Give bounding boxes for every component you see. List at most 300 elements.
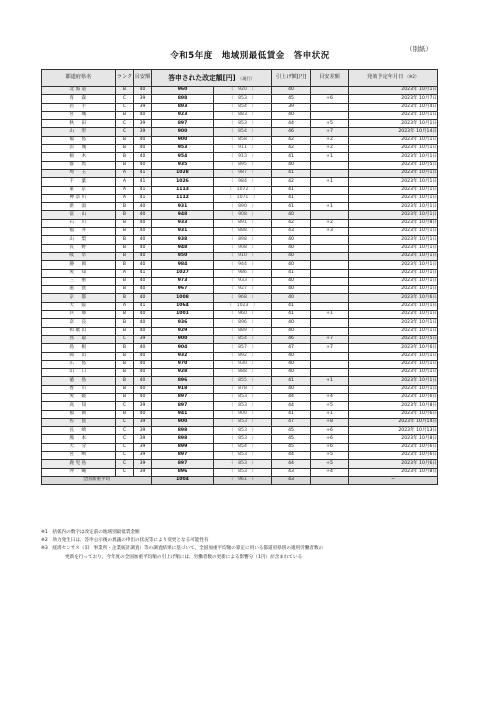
cell-rank: B (116, 319, 134, 327)
cell-current-wage: （ 858 ） (214, 136, 272, 144)
cell-target: 39 (134, 103, 152, 111)
cell-effective-date: 2023年 10月1日 (349, 261, 438, 269)
header-raise-unit: [円] (296, 74, 306, 81)
cell-effective-date: 2023年 10月8日 (349, 435, 438, 443)
cell-target: 41 (134, 178, 152, 186)
cell-rank: B (116, 311, 134, 319)
cell-target: 40 (134, 369, 152, 377)
cell-effective-date: 2023年 10月8日 (349, 219, 438, 227)
cell-rank: B (116, 252, 134, 260)
page-title: 令和5年度 地域別最低賃金 答申状況 (170, 51, 330, 61)
cell-prefecture: 熊 本 (42, 435, 116, 443)
cell-raise: 40 (272, 211, 311, 219)
cell-raise: 44 (272, 452, 311, 460)
cell-raise: 40 (272, 286, 311, 294)
cell-new-wage: 1027 (152, 269, 214, 277)
footnote-3-continued: 更新を行っており、今年度の全国加重平均額の引上げ額には、労働者数の更新による影響分（1円）が含まれている (65, 554, 303, 560)
cell-diff: +7 (311, 344, 349, 352)
table-row (42, 87, 438, 95)
cell-current-wage: （ 854 ） (214, 335, 272, 343)
table-row (42, 468, 438, 476)
cell-effective-date: 2023年 10月5日 (349, 161, 438, 169)
total-current-wage: （ 961 ） (214, 476, 272, 484)
cell-diff: +3 (311, 228, 349, 236)
cell-raise: 40 (272, 352, 311, 360)
cell-diff (311, 327, 349, 335)
cell-rank: C (116, 460, 134, 468)
table-row (42, 194, 438, 202)
table-row (42, 385, 438, 393)
cell-target: 40 (134, 161, 152, 169)
cell-diff: +5 (311, 452, 349, 460)
cell-rank: B (116, 410, 134, 418)
table-row (42, 352, 438, 360)
cell-current-wage: （ 896 ） (214, 319, 272, 327)
cell-current-wage: （ 911 ） (214, 145, 272, 153)
cell-new-wage: 1026 (152, 178, 214, 186)
cell-new-wage: 932 (152, 352, 214, 360)
header-effective-note: （※2） (405, 74, 419, 80)
cell-target: 40 (134, 219, 152, 227)
cell-new-wage: 1001 (152, 311, 214, 319)
cell-new-wage: 1028 (152, 169, 214, 177)
cell-current-wage: （ 853 ） (214, 393, 272, 401)
cell-effective-date: 2023年 10月8日 (349, 468, 438, 476)
cell-diff (311, 161, 349, 169)
cell-new-wage: 984 (152, 261, 214, 269)
cell-raise: 46 (272, 335, 311, 343)
attachment-label: （別紙） (406, 45, 432, 53)
cell-prefecture: 長 崎 (42, 427, 116, 435)
cell-current-wage: （ 853 ） (214, 120, 272, 128)
cell-raise: 40 (272, 261, 311, 269)
cell-current-wage: （ 857 ） (214, 344, 272, 352)
cell-diff: +2 (311, 136, 349, 144)
cell-prefecture: 兵 庫 (42, 311, 116, 319)
table-row (42, 219, 438, 227)
table-row (42, 302, 438, 310)
table-row (42, 460, 438, 468)
cell-target: 40 (134, 136, 152, 144)
cell-target: 39 (134, 120, 152, 128)
cell-diff: +8 (311, 418, 349, 426)
cell-rank: B (116, 111, 134, 119)
cell-rank: B (116, 161, 134, 169)
cell-current-wage: （ 908 ） (214, 244, 272, 252)
cell-raise: 40 (272, 319, 311, 327)
cell-prefecture: 新 潟 (42, 203, 116, 211)
cell-target: 40 (134, 228, 152, 236)
cell-diff (311, 169, 349, 177)
header-raise (272, 70, 311, 87)
cell-current-wage: （ 960 ） (214, 311, 272, 319)
cell-prefecture: 京 都 (42, 294, 116, 302)
cell-raise: 42 (272, 145, 311, 153)
cell-new-wage: 931 (152, 203, 214, 211)
cell-raise: 41 (272, 410, 311, 418)
cell-raise: 41 (272, 194, 311, 202)
cell-diff (311, 319, 349, 327)
cell-new-wage: 900 (152, 418, 214, 426)
cell-raise: 42 (272, 219, 311, 227)
cell-target: 40 (134, 294, 152, 302)
cell-rank: C (116, 452, 134, 460)
table-row (42, 277, 438, 285)
cell-new-wage: 1008 (152, 294, 214, 302)
footnotes (41, 529, 461, 562)
cell-raise: 45 (272, 427, 311, 435)
header-effective (349, 70, 438, 87)
cell-prefecture: 群 馬 (42, 161, 116, 169)
cell-target: 40 (134, 344, 152, 352)
cell-new-wage: 1112 (152, 194, 214, 202)
cell-effective-date: 2023年 10月1日 (349, 269, 438, 277)
cell-new-wage: 954 (152, 153, 214, 161)
cell-target: 39 (134, 452, 152, 460)
cell-raise: 40 (272, 161, 311, 169)
cell-diff: +5 (311, 402, 349, 410)
cell-new-wage: 900 (152, 335, 214, 343)
cell-raise: 43 (272, 228, 311, 236)
cell-rank: B (116, 236, 134, 244)
cell-current-wage: （ 890 ） (214, 203, 272, 211)
cell-prefecture: 山 口 (42, 369, 116, 377)
cell-diff: +2 (311, 145, 349, 153)
cell-diff (311, 186, 349, 194)
cell-current-wage: （ 854 ） (214, 103, 272, 111)
table-row (42, 393, 438, 401)
cell-prefecture: 福 岡 (42, 410, 116, 418)
cell-new-wage: 936 (152, 319, 214, 327)
cell-raise: 44 (272, 393, 311, 401)
cell-prefecture: 茨 城 (42, 145, 116, 153)
cell-new-wage: 948 (152, 211, 214, 219)
cell-new-wage: 898 (152, 95, 214, 103)
cell-prefecture: 東 京 (42, 186, 116, 194)
cell-raise: 42 (272, 136, 311, 144)
cell-prefecture: 愛 知 (42, 269, 116, 277)
cell-current-wage: （ 853 ） (214, 468, 272, 476)
cell-effective-date: 2023年 10月1日 (349, 169, 438, 177)
cell-effective-date: 2023年 10月4日 (349, 103, 438, 111)
cell-target: 39 (134, 468, 152, 476)
cell-effective-date: 2023年 10月5日 (349, 335, 438, 343)
cell-target: 40 (134, 360, 152, 368)
cell-rank: C (116, 443, 134, 451)
cell-rank: B (116, 385, 134, 393)
cell-prefecture: 宮 城 (42, 111, 116, 119)
cell-target: 40 (134, 111, 152, 119)
cell-diff: +2 (311, 219, 349, 227)
table-row (42, 410, 438, 418)
cell-raise: 40 (272, 87, 311, 95)
cell-rank: B (116, 294, 134, 302)
cell-diff (311, 294, 349, 302)
cell-effective-date: 2023年 10月1日 (349, 352, 438, 360)
cell-new-wage: 897 (152, 460, 214, 468)
cell-target: 39 (134, 335, 152, 343)
table-row (42, 402, 438, 410)
table-row (42, 136, 438, 144)
cell-rank: C (116, 427, 134, 435)
table-row (42, 252, 438, 260)
cell-effective-date: 2023年 10月1日 (349, 153, 438, 161)
cell-effective-date: 2023年 10月6日 (349, 443, 438, 451)
cell-effective-date: 2023年 10月1日 (349, 252, 438, 260)
cell-effective-date: 2023年 10月6日 (349, 344, 438, 352)
cell-current-wage: （ 1023 ） (214, 302, 272, 310)
cell-raise: 40 (272, 244, 311, 252)
cell-target: 40 (134, 393, 152, 401)
cell-raise: 41 (272, 169, 311, 177)
cell-raise: 40 (272, 360, 311, 368)
cell-raise: 44 (272, 120, 311, 128)
cell-raise: 40 (272, 294, 311, 302)
cell-prefecture: 栃 木 (42, 153, 116, 161)
cell-effective-date: 2023年 10月1日 (349, 136, 438, 144)
table-header-row (42, 70, 438, 87)
cell-diff: +4 (311, 468, 349, 476)
cell-rank: C (116, 435, 134, 443)
cell-diff: +6 (311, 427, 349, 435)
cell-target: 40 (134, 352, 152, 360)
table-row (42, 360, 438, 368)
cell-raise: 40 (272, 385, 311, 393)
cell-new-wage: 893 (152, 103, 214, 111)
cell-target: 40 (134, 145, 152, 153)
cell-new-wage: 900 (152, 136, 214, 144)
table-row (42, 186, 438, 194)
cell-target: 39 (134, 435, 152, 443)
cell-diff (311, 211, 349, 219)
cell-rank: B (116, 244, 134, 252)
cell-rank: B (116, 360, 134, 368)
cell-raise: 41 (272, 153, 311, 161)
table-row (42, 443, 438, 451)
cell-effective-date: 2023年 10月6日 (349, 294, 438, 302)
table-row (42, 178, 438, 186)
cell-raise: 40 (272, 236, 311, 244)
cell-raise: 41 (272, 377, 311, 385)
cell-target: 40 (134, 327, 152, 335)
cell-new-wage: 1113 (152, 186, 214, 194)
cell-rank: B (116, 211, 134, 219)
total-label: 全国加重平均 (42, 476, 152, 484)
cell-diff (311, 236, 349, 244)
cell-raise: 46 (272, 128, 311, 136)
cell-target: 41 (134, 194, 152, 202)
cell-new-wage: 897 (152, 120, 214, 128)
cell-effective-date: 2023年 10月1日 (349, 377, 438, 385)
cell-raise: 47 (272, 344, 311, 352)
total-raise: 43 (272, 476, 311, 484)
cell-prefecture: 島 根 (42, 344, 116, 352)
cell-rank: A (116, 186, 134, 194)
cell-effective-date: 2023年 10月6日 (349, 452, 438, 460)
cell-current-wage: （ 987 ） (214, 169, 272, 177)
cell-current-wage: （ 968 ） (214, 294, 272, 302)
table-row (42, 261, 438, 269)
cell-diff: +1 (311, 377, 349, 385)
cell-new-wage: 923 (152, 111, 214, 119)
total-diff (311, 476, 349, 484)
cell-rank: C (116, 120, 134, 128)
cell-rank: A (116, 169, 134, 177)
cell-current-wage: （ 854 ） (214, 128, 272, 136)
cell-current-wage: （ 853 ） (214, 435, 272, 443)
cell-target: 40 (134, 236, 152, 244)
cell-target: 40 (134, 277, 152, 285)
cell-effective-date: 2023年 10月6日 (349, 460, 438, 468)
cell-prefecture: 香 川 (42, 385, 116, 393)
cell-new-wage: 897 (152, 402, 214, 410)
cell-new-wage: 967 (152, 286, 214, 294)
cell-effective-date: 2023年 10月8日 (349, 402, 438, 410)
cell-raise: 40 (272, 327, 311, 335)
cell-prefecture: 埼 玉 (42, 169, 116, 177)
cell-effective-date: 2023年 10月1日 (349, 87, 438, 95)
cell-diff (311, 385, 349, 393)
table-row (42, 319, 438, 327)
cell-diff: +7 (311, 335, 349, 343)
cell-current-wage: （ 944 ） (214, 261, 272, 269)
cell-diff: +1 (311, 203, 349, 211)
cell-current-wage: （ 910 ） (214, 252, 272, 260)
cell-prefecture: 秋 田 (42, 120, 116, 128)
cell-current-wage: （ 888 ） (214, 369, 272, 377)
cell-diff (311, 360, 349, 368)
cell-new-wage: 953 (152, 145, 214, 153)
cell-current-wage: （ 854 ） (214, 443, 272, 451)
cell-target: 41 (134, 169, 152, 177)
cell-diff (311, 244, 349, 252)
cell-rank: B (116, 369, 134, 377)
cell-prefecture: 石 川 (42, 219, 116, 227)
table-body (42, 87, 438, 485)
cell-raise: 41 (272, 269, 311, 277)
cell-diff: +1 (311, 410, 349, 418)
cell-new-wage: 897 (152, 452, 214, 460)
cell-prefecture: 和歌山 (42, 327, 116, 335)
cell-diff (311, 269, 349, 277)
cell-rank: A (116, 269, 134, 277)
cell-target: 41 (134, 302, 152, 310)
table-row (42, 435, 438, 443)
cell-raise: 40 (272, 111, 311, 119)
cell-rank: B (116, 377, 134, 385)
cell-rank: B (116, 261, 134, 269)
cell-raise: 44 (272, 460, 311, 468)
cell-new-wage: 918 (152, 385, 214, 393)
cell-current-wage: （ 908 ） (214, 211, 272, 219)
cell-rank: A (116, 178, 134, 186)
cell-effective-date: 2023年 10月14日 (349, 418, 438, 426)
cell-new-wage: 896 (152, 377, 214, 385)
cell-effective-date: 2023年 10月1日 (349, 311, 438, 319)
cell-target: 40 (134, 261, 152, 269)
cell-current-wage: （ 853 ） (214, 452, 272, 460)
total-row (42, 476, 438, 484)
cell-raise: 47 (272, 418, 311, 426)
cell-rank: A (116, 302, 134, 310)
cell-rank: B (116, 393, 134, 401)
cell-diff: +6 (311, 435, 349, 443)
cell-target: 41 (134, 269, 152, 277)
cell-target: 39 (134, 95, 152, 103)
total-new-wage: 1004 (152, 476, 214, 484)
cell-prefecture: 大 分 (42, 443, 116, 451)
cell-current-wage: （ 883 ） (214, 111, 272, 119)
cell-diff: +5 (311, 460, 349, 468)
cell-prefecture: 大 阪 (42, 302, 116, 310)
cell-rank: B (116, 228, 134, 236)
cell-new-wage: 931 (152, 228, 214, 236)
cell-diff (311, 194, 349, 202)
cell-new-wage: 973 (152, 277, 214, 285)
cell-effective-date: 2023年 10月1日 (349, 228, 438, 236)
cell-raise: 41 (272, 203, 311, 211)
cell-current-wage: （ 933 ） (214, 277, 272, 285)
cell-target: 40 (134, 203, 152, 211)
cell-diff: +6 (311, 443, 349, 451)
table-row (42, 244, 438, 252)
cell-current-wage: （ 853 ） (214, 418, 272, 426)
cell-target: 40 (134, 311, 152, 319)
cell-effective-date: 2023年 10月1日 (349, 277, 438, 285)
cell-current-wage: （ 930 ） (214, 360, 272, 368)
cell-raise: 41 (272, 302, 311, 310)
cell-prefecture: 山 梨 (42, 236, 116, 244)
footnote-2: ※2 効力発生日は、答申公示後の異議の申出の状況等により変更となる可能性有 (41, 538, 209, 544)
cell-current-wage: （ 927 ） (214, 286, 272, 294)
header-new-wage-label: 答申された改定額 (168, 73, 223, 82)
cell-target: 40 (134, 244, 152, 252)
cell-target: 40 (134, 286, 152, 294)
cell-raise: 45 (272, 443, 311, 451)
cell-current-wage: （ 900 ） (214, 410, 272, 418)
cell-rank: B (116, 327, 134, 335)
table-row (42, 236, 438, 244)
cell-prefecture: 鳥 取 (42, 335, 116, 343)
table-row (42, 269, 438, 277)
cell-current-wage: （ 913 ） (214, 153, 272, 161)
cell-new-wage: 950 (152, 252, 214, 260)
cell-raise: 41 (272, 311, 311, 319)
cell-target: 41 (134, 186, 152, 194)
cell-effective-date: 2023年 10月13日 (349, 427, 438, 435)
cell-new-wage: 928 (152, 369, 214, 377)
table-row (42, 311, 438, 319)
cell-target: 40 (134, 211, 152, 219)
cell-effective-date: 2023年 10月1日 (349, 236, 438, 244)
cell-rank: C (116, 103, 134, 111)
cell-prefecture: 山 形 (42, 128, 116, 136)
cell-diff (311, 111, 349, 119)
table-row (42, 452, 438, 460)
cell-raise: 40 (272, 369, 311, 377)
table-row (42, 335, 438, 343)
header-raise-label: 引上げ額 (275, 74, 297, 81)
cell-current-wage: （ 920 ） (214, 87, 272, 95)
table-row (42, 294, 438, 302)
cell-rank: B (116, 145, 134, 153)
table-row (42, 427, 438, 435)
cell-prefecture: 富 山 (42, 211, 116, 219)
cell-target: 39 (134, 460, 152, 468)
cell-effective-date: 2023年 10月1日 (349, 244, 438, 252)
cell-new-wage: 935 (152, 161, 214, 169)
cell-diff (311, 261, 349, 269)
